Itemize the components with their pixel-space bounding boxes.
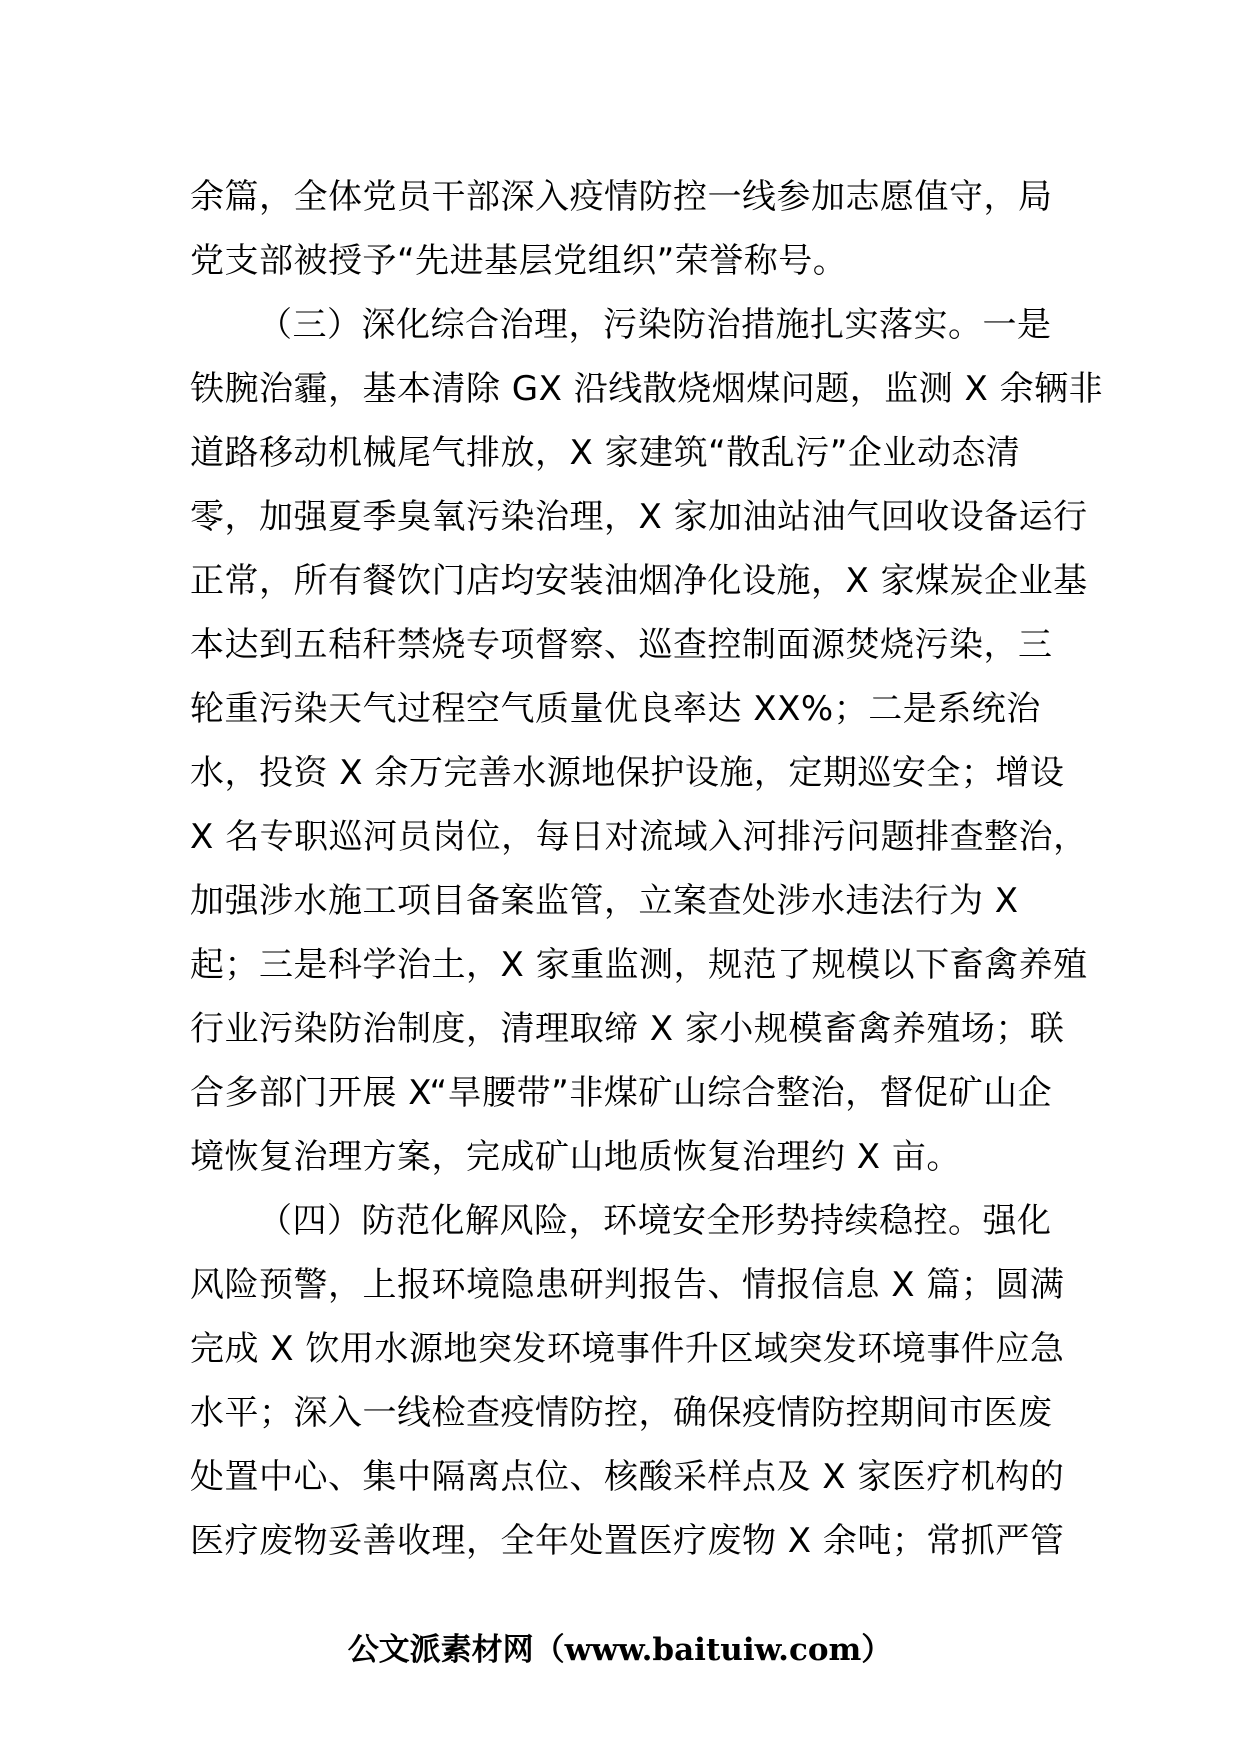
text-line: 水平；深入一线检查疫情防控，确保疫情防控期间市医废 — [190, 1393, 1053, 1433]
text-line: 铁腕治霾，基本清除 GX 沿线散烧烟煤问题，监测 X 余辆非 — [190, 369, 1104, 409]
text-line: 水，投资 X 余万完善水源地保护设施，定期巡安全；增设 — [190, 753, 1065, 793]
text-line: 党支部被授予“先进基层党组织”荣誉称号。 — [190, 241, 848, 281]
text-line: 本达到五秸秆禁烧专项督察、巡查控制面源焚烧污染，三 — [190, 625, 1053, 665]
section-heading-line: （四）防范化解风险，环境安全形势持续稳控。强化 — [258, 1201, 1052, 1241]
text-line: 医疗废物妥善收理，全年处置医疗废物 X 余吨；常抓严管 — [190, 1521, 1065, 1561]
section-heading-line: （三）深化综合治理，污染防治措施扎实落实。一是 — [258, 305, 1052, 345]
text-line: 合多部门开展 X“旱腰带”非煤矿山综合整治，督促矿山企 — [190, 1073, 1053, 1113]
text-line: 正常，所有餐饮门店均安装油烟净化设施，X 家煤炭企业基 — [190, 561, 1088, 601]
text-line: 轮重污染天气过程空气质量优良率达 XX%；二是系统治 — [190, 689, 1041, 729]
document-body — [190, 165, 1104, 1573]
text-line: 境恢复治理方案，完成矿山地质恢复治理约 X 亩。 — [190, 1137, 961, 1177]
text-line: 行业污染防治制度，清理取缔 X 家小规模畜禽养殖场；联 — [190, 1009, 1065, 1049]
text-line: 加强涉水施工项目备案监管，立案查处涉水违法行为 X — [190, 881, 1019, 921]
text-line: 风险预警，上报环境隐患研判报告、情报信息 X 篇；圆满 — [190, 1265, 1065, 1305]
footer-watermark: 公文派素材网（www.baituiw.com） — [347, 1632, 893, 1668]
text-line: 处置中心、集中隔离点位、核酸采样点及 X 家医疗机构的 — [190, 1457, 1065, 1497]
text-line: 道路移动机械尾气排放，X 家建筑“散乱污”企业动态清 — [190, 433, 1021, 473]
text-line: 余篇，全体党员干部深入疫情防控一线参加志愿值守，局 — [190, 177, 1053, 217]
text-line: X 名专职巡河员岗位，每日对流域入河排污问题排查整治， — [190, 817, 1088, 857]
text-line: 起；三是科学治土，X 家重监测，规范了规模以下畜禽养殖 — [190, 945, 1088, 985]
text-line: 零，加强夏季臭氧污染治理，X 家加油站油气回收设备运行 — [190, 497, 1088, 537]
text-line: 完成 X 饮用水源地突发环境事件升区域突发环境事件应急 — [190, 1329, 1065, 1369]
